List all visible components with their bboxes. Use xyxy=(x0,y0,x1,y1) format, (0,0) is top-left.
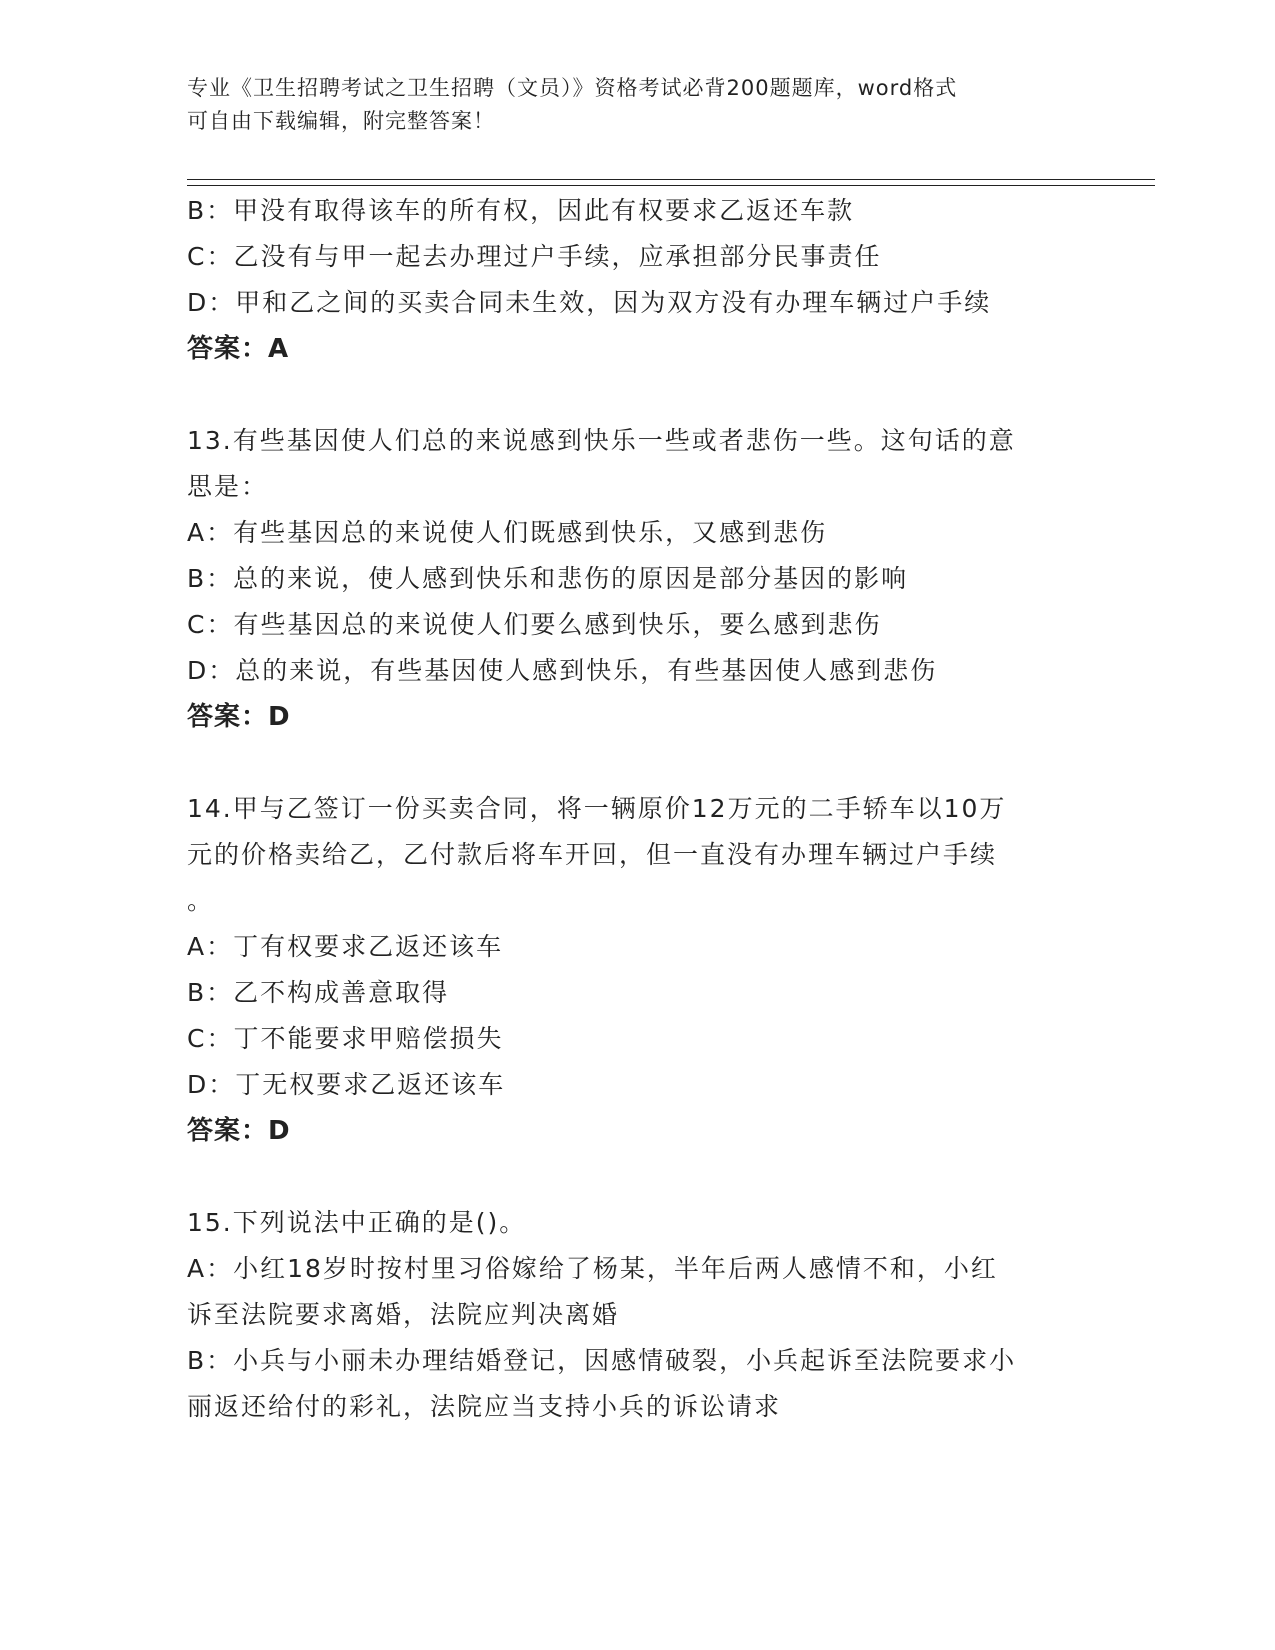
header-title-line2: 可自由下载编辑，附完整答案！ xyxy=(187,109,495,133)
spacer xyxy=(187,1154,1087,1200)
question-stem-continued: 。 xyxy=(187,886,215,915)
question-stem-continued: 思是： xyxy=(187,472,269,501)
question-stem: 15.下列说法中正确的是()。 xyxy=(187,1208,527,1237)
option-d: D：丁无权要求乙返还该车 xyxy=(187,1070,506,1099)
option-c: C：乙没有与甲一起去办理过户手续，应承担部分民事责任 xyxy=(187,242,882,271)
option-d: D：甲和乙之间的买卖合同未生效，因为双方没有办理车辆过户手续 xyxy=(187,288,992,317)
option-d: D：总的来说，有些基因使人感到快乐，有些基因使人感到悲伤 xyxy=(187,656,938,685)
option-b: B：乙不构成善意取得 xyxy=(187,978,450,1007)
answer-label: 答案：A xyxy=(187,334,290,364)
question-stem: 13.有些基因使人们总的来说感到快乐一些或者悲伤一些。这句话的意 xyxy=(187,426,1016,455)
question-12-continued xyxy=(187,188,1087,372)
question-14 xyxy=(187,786,1087,1154)
option-a: A：小红18岁时按村里习俗嫁给了杨某，半年后两人感情不和，小红 xyxy=(187,1254,998,1283)
option-a-continued: 诉至法院要求离婚，法院应判决离婚 xyxy=(187,1300,620,1329)
option-c: C：丁不能要求甲赔偿损失 xyxy=(187,1024,504,1053)
document-body xyxy=(187,188,1087,1430)
header-title-line1: 专业《卫生招聘考试之卫生招聘（文员）》资格考试必背200题题库，word格式 xyxy=(187,76,958,100)
question-stem: 14.甲与乙签订一份买卖合同，将一辆原价12万元的二手轿车以10万 xyxy=(187,794,1007,823)
option-b: B：总的来说，使人感到快乐和悲伤的原因是部分基因的影响 xyxy=(187,564,909,593)
question-stem-continued: 元的价格卖给乙，乙付款后将车开回，但一直没有办理车辆过户手续 xyxy=(187,840,998,869)
option-a: A：有些基因总的来说使人们既感到快乐，又感到悲伤 xyxy=(187,518,828,547)
question-15 xyxy=(187,1200,1087,1430)
spacer xyxy=(187,372,1087,418)
option-b: B：甲没有取得该车的所有权，因此有权要求乙返还车款 xyxy=(187,196,855,225)
page-header xyxy=(187,72,1087,138)
option-a: A：丁有权要求乙返还该车 xyxy=(187,932,504,961)
option-b-continued: 丽返还给付的彩礼，法院应当支持小兵的诉讼请求 xyxy=(187,1392,782,1421)
answer-label: 答案：D xyxy=(187,1116,291,1146)
header-divider xyxy=(187,179,1155,186)
answer-label: 答案：D xyxy=(187,702,291,732)
spacer xyxy=(187,740,1087,786)
option-b: B：小兵与小丽未办理结婚登记，因感情破裂，小兵起诉至法院要求小 xyxy=(187,1346,1017,1375)
option-c: C：有些基因总的来说使人们要么感到快乐，要么感到悲伤 xyxy=(187,610,882,639)
question-13 xyxy=(187,418,1087,740)
